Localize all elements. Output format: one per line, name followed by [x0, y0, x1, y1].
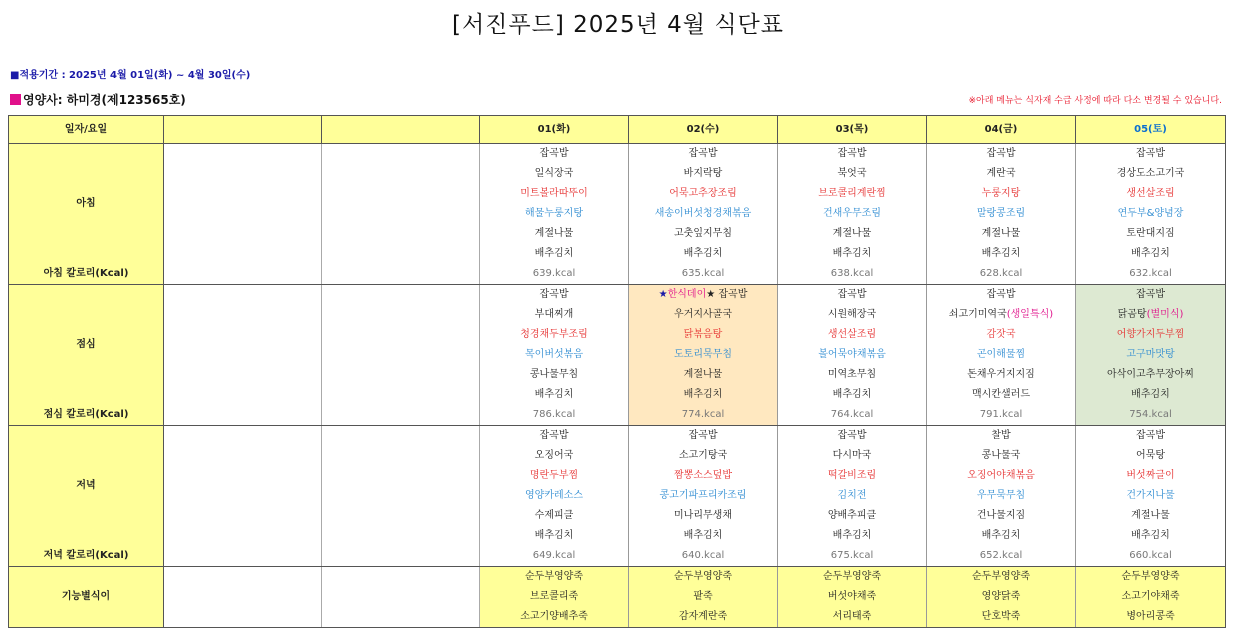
empty-cell — [164, 567, 322, 628]
menu-item: 영양닭죽 — [927, 587, 1076, 607]
calorie-label-dinner: 저녁 칼로리(Kcal) — [9, 546, 164, 567]
menu-item: 떡갈비조림 — [778, 466, 927, 486]
calorie-label-lunch: 점심 칼로리(Kcal) — [9, 405, 164, 426]
menu-item: 배추김치 — [778, 244, 927, 264]
menu-item: 잡곡밥 — [629, 144, 778, 165]
header-day-saturday: 05(토) — [1076, 116, 1226, 144]
menu-item: 어묵고추장조림 — [629, 184, 778, 204]
empty-cell — [164, 546, 322, 567]
menu-item: 영양카레소스 — [480, 486, 629, 506]
menu-item: 서리태죽 — [778, 607, 927, 628]
calorie-value: 652.kcal — [927, 546, 1076, 567]
star-icon: ★ — [658, 289, 668, 300]
menu-item: 잡곡밥 — [480, 426, 629, 447]
calorie-value: 632.kcal — [1076, 264, 1226, 285]
menu-item-text: 닭곰탕 — [1117, 309, 1147, 320]
menu-item: 청경채두부조림 — [480, 325, 629, 345]
calorie-value: 628.kcal — [927, 264, 1076, 285]
menu-item: 잡곡밥 — [927, 144, 1076, 165]
empty-cell — [164, 285, 322, 406]
menu-item: 배추김치 — [778, 385, 927, 405]
header-day: 01(화) — [480, 116, 629, 144]
menu-item: 북엇국 — [778, 164, 927, 184]
menu-item: 건나물지짐 — [927, 506, 1076, 526]
calorie-value: 638.kcal — [778, 264, 927, 285]
menu-item: 잡곡밥 — [1076, 285, 1226, 306]
menu-item: 양배추피클 — [778, 506, 927, 526]
calorie-value: 660.kcal — [1076, 546, 1226, 567]
menu-item: 배추김치 — [1076, 244, 1226, 264]
menu-item: 배추김치 — [629, 526, 778, 546]
menu-item: 말랑콩조림 — [927, 204, 1076, 224]
menu-item: 바지락탕 — [629, 164, 778, 184]
menu-item: 맥시칸샐러드 — [927, 385, 1076, 405]
calorie-value: 635.kcal — [629, 264, 778, 285]
menu-item: 누룽지탕 — [927, 184, 1076, 204]
menu-item: 배추김치 — [1076, 526, 1226, 546]
menu-item: 수제피클 — [480, 506, 629, 526]
empty-cell — [164, 426, 322, 547]
dietitian-info — [10, 91, 186, 108]
menu-item: 배추김치 — [927, 244, 1076, 264]
header-day: 03(목) — [778, 116, 927, 144]
menu-item: 고구마맛탕 — [1076, 345, 1226, 365]
menu-item: 단호박죽 — [927, 607, 1076, 628]
menu-item: 소고기탕국 — [629, 446, 778, 466]
menu-item: 어향가지두부찜 — [1076, 325, 1226, 345]
menu-item-special-day — [629, 285, 778, 306]
calorie-value: 791.kcal — [927, 405, 1076, 426]
header-row — [9, 116, 1226, 144]
menu-item: 김치전 — [778, 486, 927, 506]
menu-item: 찰밥 — [927, 426, 1076, 447]
menu-item: 우거지사골국 — [629, 305, 778, 325]
menu-item: 어묵탕 — [1076, 446, 1226, 466]
empty-cell — [164, 144, 322, 265]
menu-item: 잡곡밥 — [1076, 426, 1226, 447]
page-title: [서진푸드] 2025년 4월 식단표 — [451, 12, 784, 38]
meal-label-lunch: 점심 — [9, 285, 164, 406]
menu-item: 잡곡밥 — [629, 426, 778, 447]
menu-item: 배추김치 — [927, 526, 1076, 546]
menu-item: 잡곡밥 — [927, 285, 1076, 306]
menu-item: 콩나물국 — [927, 446, 1076, 466]
menu-item: 생선살조림 — [778, 325, 927, 345]
menu-item: 순두부영양죽 — [778, 567, 927, 588]
menu-item: 배추김치 — [629, 244, 778, 264]
calorie-value: 754.kcal — [1076, 405, 1226, 426]
empty-cell — [322, 546, 480, 567]
menu-item: 콩나물무침 — [480, 365, 629, 385]
menu-item: 생선살조림 — [1076, 184, 1226, 204]
menu-item: 해물누룽지탕 — [480, 204, 629, 224]
menu-item: 부대찌개 — [480, 305, 629, 325]
specialty-tag: (별미식) — [1146, 309, 1184, 320]
menu-item: 순두부영양죽 — [480, 567, 629, 588]
empty-cell — [164, 405, 322, 426]
menu-item: 짬뽕소스덮밥 — [629, 466, 778, 486]
menu-item: 잡곡밥 — [1076, 144, 1226, 165]
menu-item: 계절나물 — [927, 224, 1076, 244]
menu-item: 닭볶음탕 — [629, 325, 778, 345]
menu-item: 명란두부찜 — [480, 466, 629, 486]
menu-item: 도토리묵무침 — [629, 345, 778, 365]
menu-item: 아삭이고추무장아찌 — [1076, 365, 1226, 385]
menu-item: 계절나물 — [1076, 506, 1226, 526]
calorie-value: 786.kcal — [480, 405, 629, 426]
square-bullet-icon — [10, 94, 21, 105]
dietitian-label: 영양사: 하미경(제123565호) — [23, 93, 186, 107]
special-diet-row — [9, 567, 1226, 588]
menu-item: 건새우무조림 — [778, 204, 927, 224]
menu-item: 배추김치 — [480, 244, 629, 264]
meal-label-breakfast: 아침 — [9, 144, 164, 265]
dinner-row — [9, 426, 1226, 447]
menu-item: 새송이버섯청경채볶음 — [629, 204, 778, 224]
empty-cell — [322, 144, 480, 265]
calorie-value: 774.kcal — [629, 405, 778, 426]
menu-item: 미역초무침 — [778, 365, 927, 385]
menu-item: 볼어묵야채볶음 — [778, 345, 927, 365]
empty-cell — [322, 426, 480, 547]
empty-cell — [322, 285, 480, 406]
menu-item: 잡곡밥 — [480, 285, 629, 306]
special-day-rice: ★ 잡곡밥 — [706, 289, 748, 300]
special-day-name: 한식데이 — [667, 289, 707, 300]
header-empty — [322, 116, 480, 144]
menu-item: 토란대지짐 — [1076, 224, 1226, 244]
menu-item: 병아리콩죽 — [1076, 607, 1226, 628]
empty-cell — [322, 264, 480, 285]
menu-item: 다시마국 — [778, 446, 927, 466]
empty-cell — [164, 264, 322, 285]
menu-item: 소고기야채죽 — [1076, 587, 1226, 607]
menu-item: 배추김치 — [778, 526, 927, 546]
menu-item-specialty — [1076, 305, 1226, 325]
menu-item: 계란국 — [927, 164, 1076, 184]
menu-item: 미트볼라따뚜이 — [480, 184, 629, 204]
menu-item: 순두부영양죽 — [927, 567, 1076, 588]
dinner-calorie-row — [9, 546, 1226, 567]
menu-item: 시원해장국 — [778, 305, 927, 325]
menu-item: 콩고기파프리카조림 — [629, 486, 778, 506]
menu-item: 돈채우거지지짐 — [927, 365, 1076, 385]
header-date-label: 일자/요일 — [9, 116, 164, 144]
menu-item: 감자계란죽 — [629, 607, 778, 628]
menu-item: 연두부&양념장 — [1076, 204, 1226, 224]
calorie-value: 675.kcal — [778, 546, 927, 567]
menu-item: 배추김치 — [629, 385, 778, 405]
menu-item: 브로콜리계란찜 — [778, 184, 927, 204]
calorie-value: 649.kcal — [480, 546, 629, 567]
menu-item: 잡곡밥 — [778, 285, 927, 306]
header-day: 02(수) — [629, 116, 778, 144]
menu-item: 소고기양배추죽 — [480, 607, 629, 628]
menu-item: 브로콜리죽 — [480, 587, 629, 607]
menu-item: 오징어국 — [480, 446, 629, 466]
header-day: 04(금) — [927, 116, 1076, 144]
meal-label-dinner: 저녁 — [9, 426, 164, 547]
menu-item-birthday — [927, 305, 1076, 325]
breakfast-row — [9, 144, 1226, 165]
menu-item-text: 쇠고기미역국 — [948, 309, 1007, 320]
menu-item: 배추김치 — [480, 526, 629, 546]
menu-item: 건가지나물 — [1076, 486, 1226, 506]
header-empty — [164, 116, 322, 144]
menu-item: 배추김치 — [1076, 385, 1226, 405]
menu-item: 순두부영양죽 — [629, 567, 778, 588]
menu-notice: ※아래 메뉴는 식자재 수급 사정에 따라 다소 변경될 수 있습니다. — [968, 96, 1222, 106]
lunch-calorie-row — [9, 405, 1226, 426]
lunch-row — [9, 285, 1226, 306]
menu-item: 일식장국 — [480, 164, 629, 184]
menu-item: 우무묵무침 — [927, 486, 1076, 506]
menu-item: 경상도소고기국 — [1076, 164, 1226, 184]
calorie-value: 764.kcal — [778, 405, 927, 426]
menu-item: 미나리무생채 — [629, 506, 778, 526]
apply-period: ■적용기간 : 2025년 4월 01일(화) ~ 4월 30일(수) — [10, 70, 251, 81]
meal-label-special-diet: 기능별식이 — [9, 567, 164, 628]
menu-item: 계절나물 — [480, 224, 629, 244]
menu-item: 계절나물 — [629, 365, 778, 385]
birthday-tag: (생일특식) — [1006, 309, 1054, 320]
empty-cell — [322, 567, 480, 628]
menu-item: 계절나물 — [778, 224, 927, 244]
menu-item: 잡곡밥 — [480, 144, 629, 165]
menu-table — [8, 115, 1226, 628]
menu-item: 순두부영양죽 — [1076, 567, 1226, 588]
menu-item: 버섯짜글이 — [1076, 466, 1226, 486]
menu-item: 배추김치 — [480, 385, 629, 405]
calorie-value: 639.kcal — [480, 264, 629, 285]
calorie-label-breakfast: 아침 칼로리(Kcal) — [9, 264, 164, 285]
menu-item: 감잣국 — [927, 325, 1076, 345]
menu-item: 팥죽 — [629, 587, 778, 607]
breakfast-calorie-row — [9, 264, 1226, 285]
menu-item: 잡곡밥 — [778, 426, 927, 447]
menu-item: 오징어야채볶음 — [927, 466, 1076, 486]
menu-item: 고춧잎지무침 — [629, 224, 778, 244]
menu-item: 목이버섯볶음 — [480, 345, 629, 365]
menu-item: 잡곡밥 — [778, 144, 927, 165]
empty-cell — [322, 405, 480, 426]
calorie-value: 640.kcal — [629, 546, 778, 567]
menu-item: 곤이해물찜 — [927, 345, 1076, 365]
menu-item: 버섯야채죽 — [778, 587, 927, 607]
